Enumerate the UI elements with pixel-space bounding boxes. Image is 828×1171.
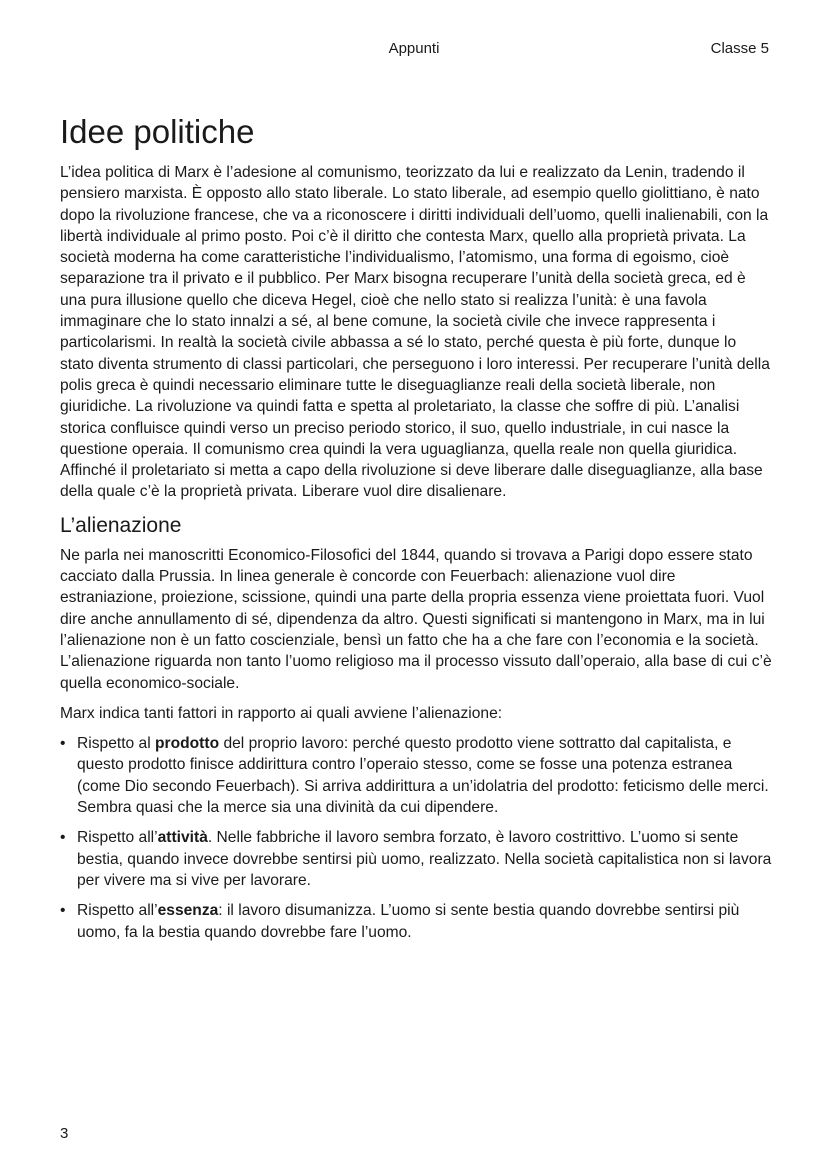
paragraph-idee-politiche: L’idea politica di Marx è l’adesione al comunismo, teorizzato da lui e realizzato da Lenin, tradendo il pensiero marxista. È opposto allo stato liberale. Lo stato liberale, ad esempio quello giolittiano, è nato dopo la rivoluzione francese, che va a riconoscere i diritti individuali dell’uomo, quelli inalienabili, con la libertà individuale al primo posto. Poi c’è il diritto che contesta Marx, quello alla proprietà privata. La società moderna ha come caratteristiche l’individualismo, l’atomismo, una forma di egoismo, cioè separazione tra il privato e il pubblico. Per Marx bisogna recuperare l’unità della società greca, ed è una pura illusione quello che diceva Hegel, cioè che nello stato si realizza l’unità: è una favola immaginare che lo stato innalzi a sé, al bene comune, la società civile che invece rappresenta i particolarismi. In realtà la società civile abbassa a sé lo stato, perché questa è più forte, dunque lo stato diventa strumento di classi particolari, che perseguono i loro interessi. Per recuperare l’unità della polis greca è quindi necessario eliminare tutte le diseguaglianze reali della società liberale, non giuridiche. La rivoluzione va quindi fatta e spetta al proletariato, la classe che soffre di più. L’analisi storica confluisce quindi verso un preciso periodo storico, il suo, quello industriale, in cui nasce la questione operaia. Il comunismo crea quindi la vera uguaglianza, quella reale non quella giuridica. Affinché il proletariato si metta a capo della rivoluzione si deve liberare dalle diseguaglianze, alla base della quale c’è la proprietà privata. Liberare vuol dire disalienare. bbox=[60, 164, 770, 501]
bullet-marker: • bbox=[60, 902, 66, 920]
list-item-keyword: attività bbox=[157, 829, 208, 847]
document-body bbox=[60, 112, 772, 952]
bullet-marker: • bbox=[60, 735, 66, 753]
list-item-text: . Nelle fabbriche il lavoro sembra forzato, è lavoro costrittivo. L’uomo si sente bestia, quando invece dovrebbe sentirsi più uomo, realizzato. Nella società capitalistica non si lavora per vivere ma si vive per lavorare. bbox=[77, 829, 772, 889]
list-item bbox=[60, 733, 772, 818]
section-title-alienazione: L’alienazione bbox=[60, 513, 182, 537]
alienation-factors-list bbox=[60, 733, 772, 943]
paragraph-alienazione-fattori: Marx indica tanti fattori in rapporto ai quali avviene l’alienazione: bbox=[60, 704, 503, 722]
page-number: 3 bbox=[60, 1125, 69, 1142]
header-title: Appunti bbox=[388, 40, 440, 57]
list-item bbox=[60, 900, 772, 943]
list-item-prefix: Rispetto all’ bbox=[77, 829, 158, 847]
list-item-keyword: prodotto bbox=[155, 735, 220, 753]
list-item-prefix: Rispetto all’ bbox=[77, 902, 158, 920]
bullet-marker: • bbox=[60, 829, 66, 847]
list-item-prefix: Rispetto al bbox=[77, 735, 156, 753]
section-title-idee-politiche: Idee politiche bbox=[60, 113, 255, 150]
list-item-text: del proprio lavoro: perché questo prodotto viene sottratto dal capitalista, e questo prodotto finisce addirittura contro l’operaio stesso, come se fosse una potenza estranea (come Dio secondo Feuerbach). Si arriva addirittura a un’idolatria del prodotto: feticismo delle merci. Sembra quasi che la merce sia una divinità da cui dipendere. bbox=[77, 735, 769, 817]
header-class-label: Classe 5 bbox=[710, 40, 769, 57]
list-item bbox=[60, 827, 772, 891]
paragraph-alienazione-intro: Ne parla nei manoscritti Economico-Filosofici del 1844, quando si trovava a Parigi dopo essere stato cacciato dalla Prussia. In linea generale è concorde con Feuerbach: alienazione vuol dire estraniazione, proiezione, scissione, quindi una parte della propria essenza viene proiettata fuori. Vuol dire anche annullamento di sé, dipendenza da altro. Questi significati si mantengono in Marx, ma in lui l’alienazione non è un fatto coscienziale, bensì un fatto che ha a che fare con l’economia e la società. L’alienazione riguarda non tanto l’uomo religioso ma il processo vissuto dall’operaio, alla base di cui c’è quella economico-sociale. bbox=[60, 546, 772, 692]
list-item-keyword: essenza bbox=[157, 902, 219, 920]
list-item-text: : il lavoro disumanizza. L’uomo si sente bestia quando dovrebbe sentirsi più uomo, fa la bestia quando dovrebbe fare l’uomo. bbox=[77, 902, 740, 941]
